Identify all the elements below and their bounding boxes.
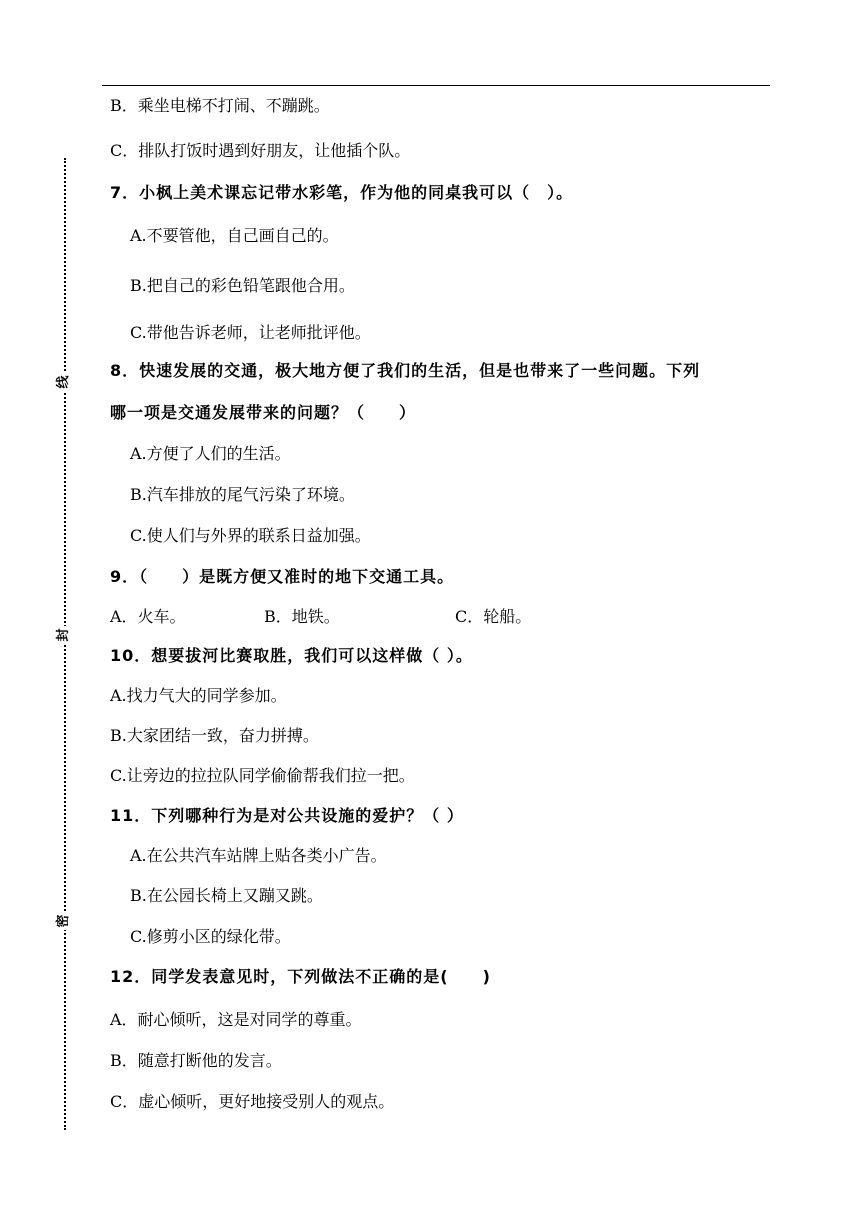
- question-9-option-a: A．火车。: [110, 607, 186, 626]
- binding-label-secret: 密: [55, 912, 73, 930]
- question-7: 7．小枫上美术课忘记带水彩笔，作为他的同桌我可以（ ）。: [110, 183, 574, 202]
- question-7-option-a: A.不要管他，自己画自己的。: [130, 226, 339, 245]
- binding-label-seal: 封: [55, 626, 73, 644]
- question-11-option-a: A.在公共汽车站牌上贴各类小广告。: [130, 846, 387, 865]
- question-9: 9．（ ）是既方便又准时的地下交通工具。: [110, 567, 455, 586]
- question-7-option-b: B.把自己的彩色铅笔跟他合用。: [130, 276, 355, 295]
- binding-dotted-line: [64, 158, 66, 1130]
- question-8-line-1: 8．快速发展的交通，极大地方便了我们的生活，但是也带来了一些问题。下列: [110, 361, 701, 380]
- question-12-option-c: C．虚心倾听，更好地接受别人的观点。: [110, 1092, 395, 1111]
- binding-label-line: 线: [55, 373, 73, 391]
- question-11: 11．下列哪种行为是对公共设施的爱护？（ ）: [110, 806, 464, 825]
- top-rule: [102, 85, 770, 86]
- option-b-elevator: B．乘坐电梯不打闹、不蹦跳。: [110, 96, 330, 115]
- question-12: 12．同学发表意见时，下列做法不正确的是( ): [110, 967, 491, 986]
- question-12-option-b: B．随意打断他的发言。: [110, 1051, 282, 1070]
- question-10: 10．想要拔河比赛取胜，我们可以这样做（ ）。: [110, 646, 473, 665]
- question-10-option-a: A.找力气大的同学参加。: [110, 686, 287, 705]
- question-9-option-c: C．轮船。: [455, 607, 532, 626]
- question-11-option-c: C.修剪小区的绿化带。: [130, 927, 291, 946]
- question-8-line-2: 哪一项是交通发展带来的问题？（ ）: [110, 403, 417, 422]
- question-7-option-c: C.带他告诉老师，让老师批评他。: [130, 323, 371, 342]
- question-9-option-b: B．地铁。: [264, 607, 340, 626]
- question-10-option-b: B.大家团结一致，奋力拼搏。: [110, 726, 319, 745]
- question-8-option-c: C.使人们与外界的联系日益加强。: [130, 526, 371, 545]
- question-11-option-b: B.在公园长椅上又蹦又跳。: [130, 886, 323, 905]
- question-8-option-a: A.方便了人们的生活。: [130, 444, 291, 463]
- question-12-option-a: A．耐心倾听，这是对同学的尊重。: [110, 1010, 362, 1029]
- question-8-option-b: B.汽车排放的尾气污染了环境。: [130, 485, 355, 504]
- option-c-queue: C．排队打饭时遇到好朋友，让他插个队。: [110, 141, 411, 160]
- question-10-option-c: C.让旁边的拉拉队同学偷偷帮我们拉一把。: [110, 766, 415, 785]
